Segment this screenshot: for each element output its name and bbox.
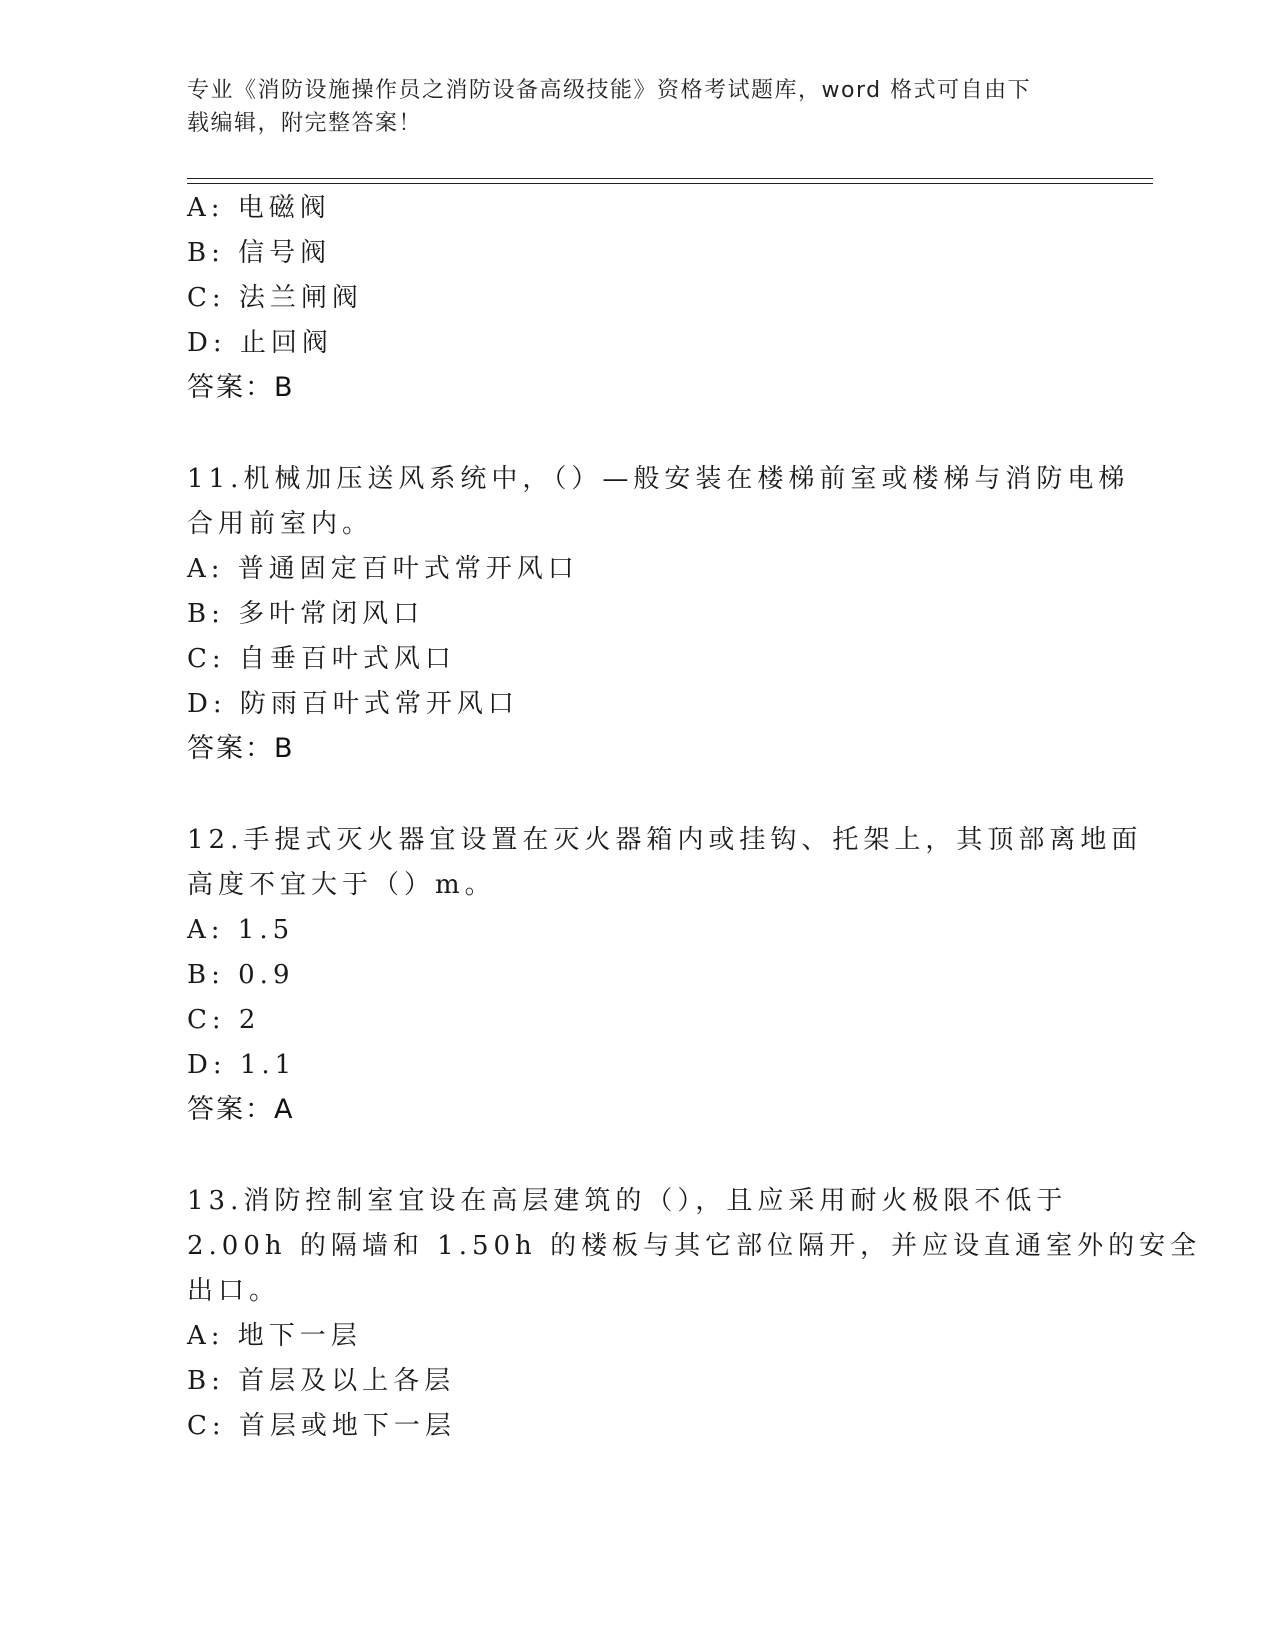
q12-option-c: C: 2 xyxy=(187,1005,261,1035)
q12-option-d: D: 1.1 xyxy=(187,1050,297,1080)
q10-option-a: A: 电磁阀 xyxy=(187,193,331,223)
q10-option-d: D: 止回阀 xyxy=(187,328,333,358)
q10-option-c: C: 法兰闸阀 xyxy=(187,283,363,313)
header-line-1: 专业《消防设施操作员之消防设备高级技能》资格考试题库，word 格式可自由下 xyxy=(187,78,1032,103)
q11-option-a: A: 普通固定百叶式常开风口 xyxy=(187,554,579,584)
q10-option-b: B: 信号阀 xyxy=(187,238,332,268)
q11-option-b: B: 多叶常闭风口 xyxy=(187,599,425,629)
q12-option-a: A: 1.5 xyxy=(187,915,295,945)
q13-option-a: A: 地下一层 xyxy=(187,1321,362,1351)
q13-option-c: C: 首层或地下一层 xyxy=(187,1411,456,1441)
q11-answer: 答案：B xyxy=(187,733,295,764)
header-divider-top xyxy=(187,178,1153,179)
q11-option-c: C: 自垂百叶式风口 xyxy=(187,644,456,674)
q11-option-d: D: 防雨百叶式常开风口 xyxy=(187,689,519,719)
q11-stem-line-2: 合用前室内。 xyxy=(187,509,374,539)
q13-stem-line-2: 2.00h 的隔墙和 1.50h 的楼板与其它部位隔开，并应设直通室外的安全 xyxy=(187,1231,1202,1261)
q12-option-b: B: 0.9 xyxy=(187,960,295,990)
q13-option-b: B: 首层及以上各层 xyxy=(187,1366,456,1396)
q13-stem-line-3: 出口。 xyxy=(187,1276,281,1306)
q10-answer: 答案：B xyxy=(187,372,295,403)
q12-stem-line-2: 高度不宜大于（）m。 xyxy=(187,870,496,900)
q12-answer: 答案：A xyxy=(187,1094,295,1125)
q13-stem-line-1: 13.消防控制室宜设在高层建筑的（），且应采用耐火极限不低于 xyxy=(187,1186,1068,1216)
document-header xyxy=(187,74,1067,140)
q12-stem-line-1: 12.手提式灭火器宜设置在灭火器箱内或挂钩、托架上，其顶部离地面 xyxy=(187,825,1143,855)
header-divider-bottom xyxy=(187,183,1153,184)
q11-stem-line-1: 11.机械加压送风系统中，（）—般安装在楼梯前室或楼梯与消防电梯 xyxy=(187,464,1130,494)
header-line-2: 载编辑，附完整答案！ xyxy=(187,111,423,136)
